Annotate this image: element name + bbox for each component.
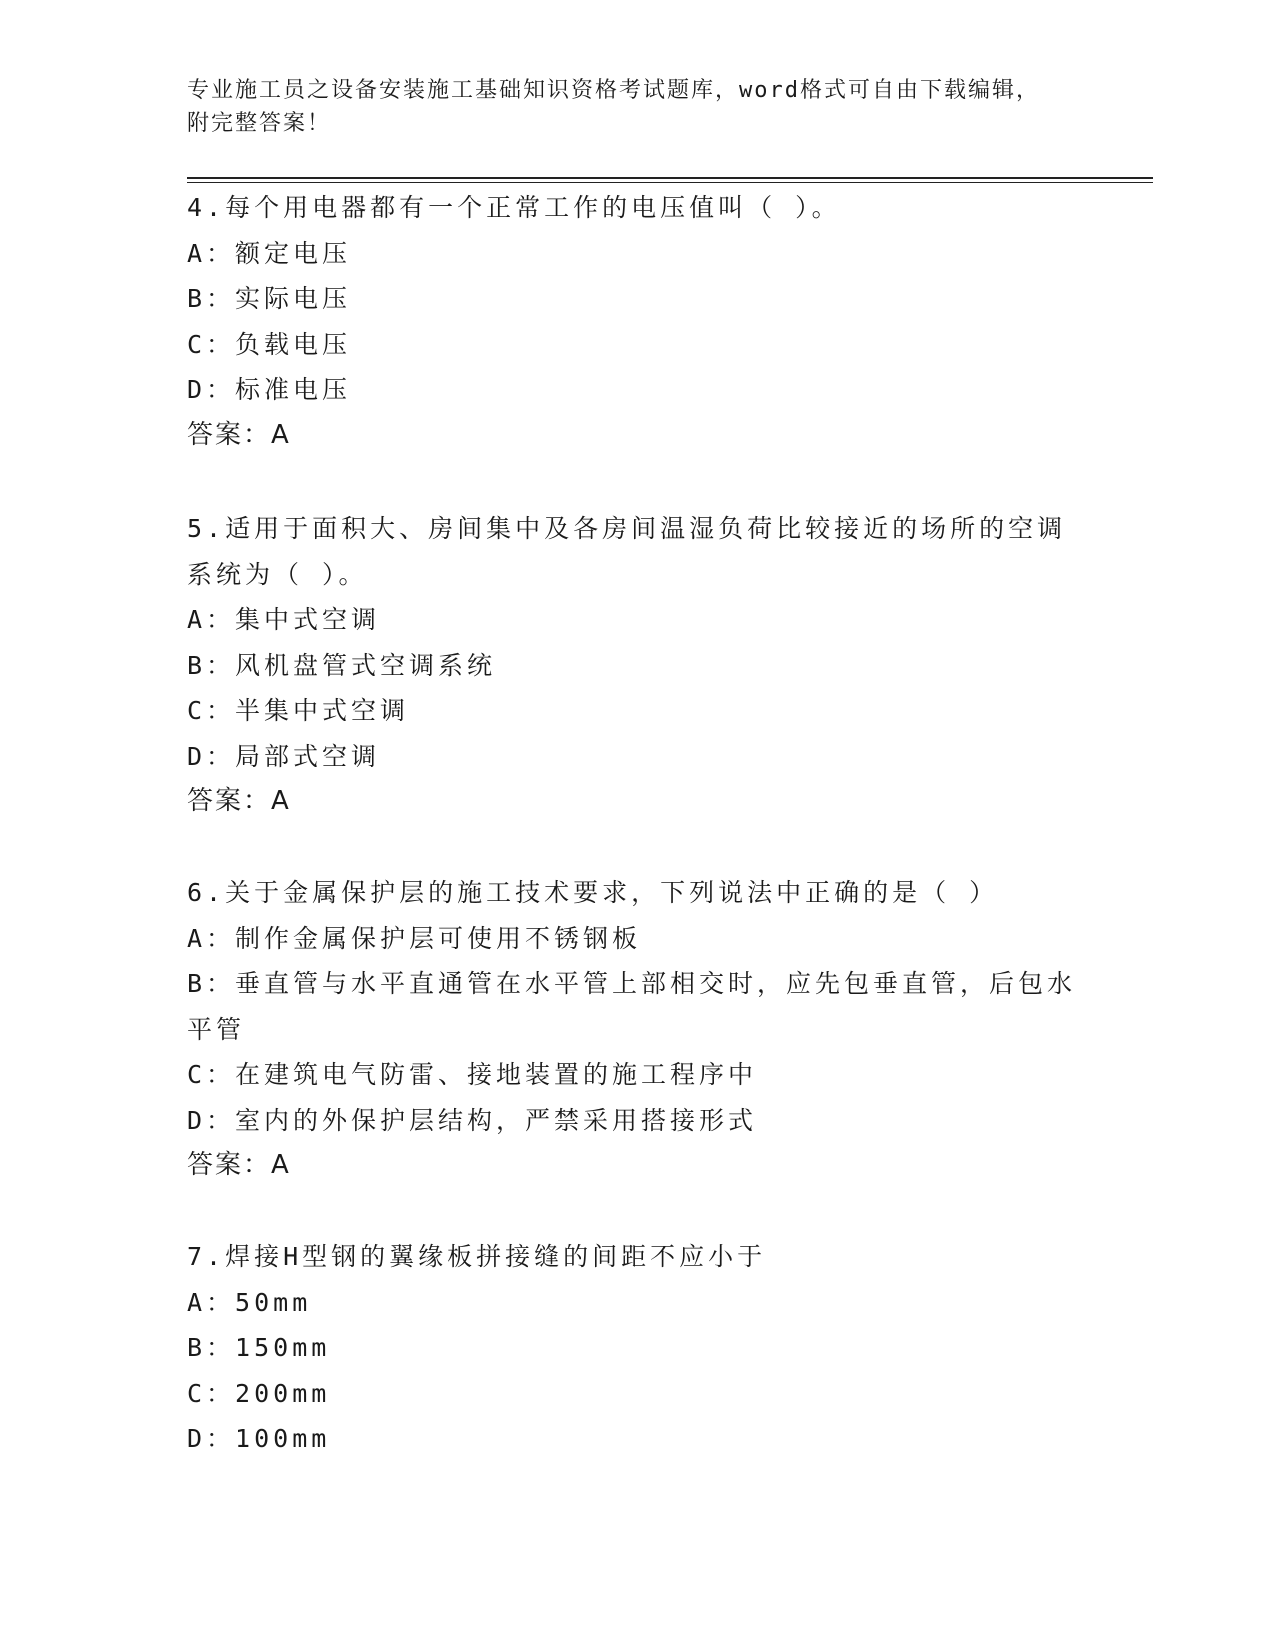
- option-b: B：150mm: [187, 1333, 331, 1362]
- option-d: D：100mm: [187, 1424, 331, 1453]
- question-stem: 4.每个用电器都有一个正常工作的电压值叫（ ）。: [187, 193, 841, 222]
- option-c: C：负载电压: [187, 329, 352, 359]
- header-line-2: 附完整答案！: [187, 111, 332, 136]
- answer-label: 答案：A: [187, 419, 291, 450]
- option-c: C：半集中式空调: [187, 696, 410, 725]
- option-c: C：在建筑电气防雷、接地装置的施工程序中: [187, 1060, 758, 1089]
- answer-label: 答案：A: [187, 1150, 291, 1180]
- document-header: [187, 74, 1087, 140]
- option-c: C：200mm: [187, 1378, 331, 1408]
- question-stem: 5.适用于面积大、房间集中及各房间温湿负荷比较接近的场所的空调: [187, 514, 1067, 543]
- option-d: D：局部式空调: [187, 741, 381, 771]
- option-b-continued: 平管: [187, 1014, 246, 1044]
- question-stem: 7.焊接H型钢的翼缘板拼接缝的间距不应小于: [187, 1242, 767, 1271]
- question-4: [187, 185, 1087, 458]
- option-a: A：50mm: [187, 1287, 312, 1317]
- question-5: [187, 506, 1087, 825]
- option-a: A：额定电压: [187, 238, 352, 268]
- answer-label: 答案：A: [187, 786, 291, 816]
- option-b: B：风机盘管式空调系统: [187, 650, 497, 680]
- header-divider-thick: [187, 177, 1153, 179]
- option-a: A：集中式空调: [187, 605, 381, 634]
- option-b: B：实际电压: [187, 284, 352, 313]
- question-stem-continued: 系统为（ ）。: [187, 559, 368, 589]
- option-a: A：制作金属保护层可使用不锈钢板: [187, 923, 642, 953]
- option-b: B：垂直管与水平直通管在水平管上部相交时，应先包垂直管，后包水: [187, 969, 1077, 998]
- header-divider-thin: [187, 182, 1153, 183]
- header-line-1: 专业施工员之设备安装施工基础知识资格考试题库，word格式可自由下载编辑，: [187, 78, 1040, 103]
- question-7: [187, 1234, 1087, 1462]
- question-6: [187, 870, 1087, 1189]
- option-d: D：标准电压: [187, 375, 352, 404]
- option-d: D：室内的外保护层结构，严禁采用搭接形式: [187, 1105, 758, 1135]
- question-stem: 6.关于金属保护层的施工技术要求，下列说法中正确的是（ ）: [187, 878, 999, 907]
